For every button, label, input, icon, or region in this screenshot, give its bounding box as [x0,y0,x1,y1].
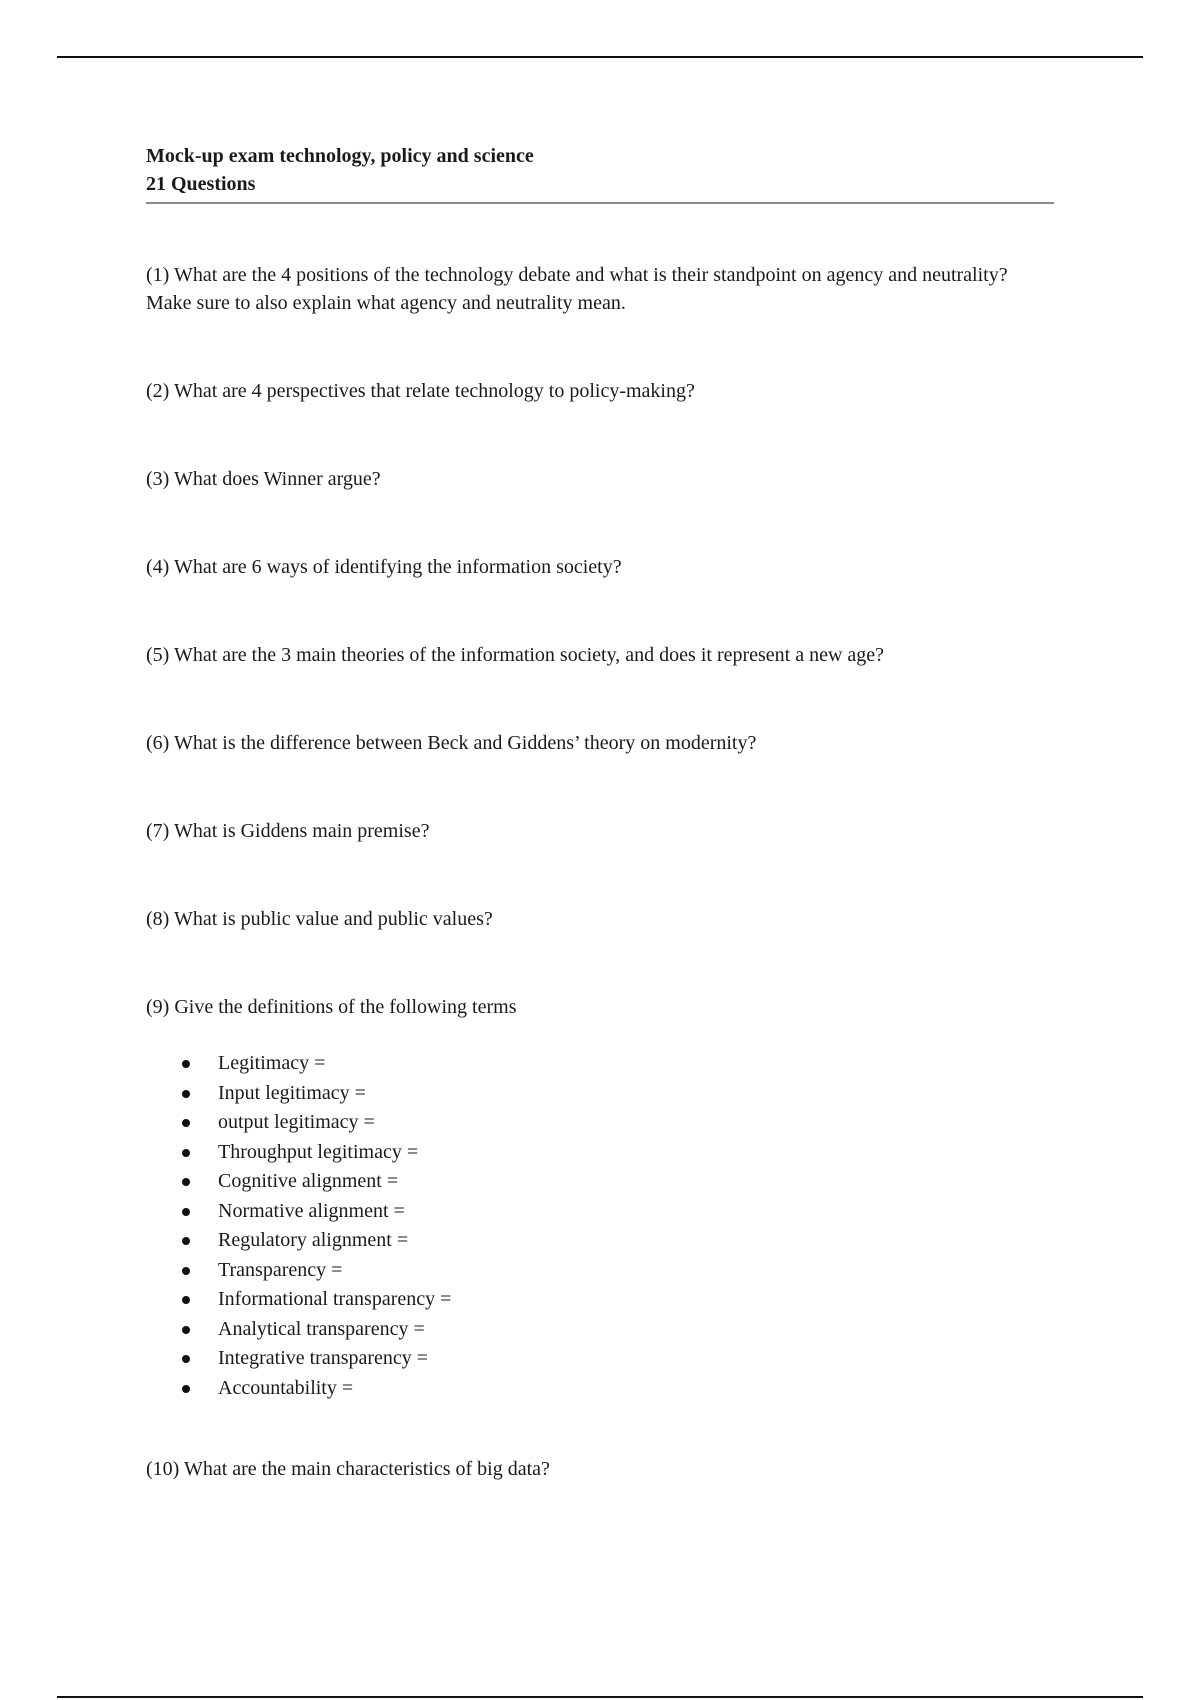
bullet-icon [182,1296,190,1304]
term-item [182,1079,1054,1109]
question-3: (3) What does Winner argue? [146,468,381,490]
term-item [182,1049,1054,1079]
term-item [182,1226,1054,1256]
bullet-icon [182,1267,190,1275]
bullet-icon [182,1090,190,1098]
question-count: 21 Questions [146,173,256,195]
term-label: Throughput legitimacy = [218,1140,419,1163]
bullet-icon [182,1385,190,1393]
term-label: output legitimacy = [218,1111,375,1133]
bullet-icon [182,1237,190,1245]
bullet-icon [182,1355,190,1363]
term-label: Accountability = [218,1376,354,1399]
document-title: Mock-up exam technology, policy and science [146,145,534,167]
question-9: (9) Give the definitions of the following terms [146,996,517,1018]
bullet-icon [182,1060,190,1068]
term-label: Informational transparency = [218,1288,452,1310]
question-4: (4) What are 6 ways of identifying the information society? [146,556,622,578]
question-7: (7) What is Giddens main premise? [146,820,430,842]
document-header [146,142,1054,204]
term-label: Legitimacy = [218,1052,326,1074]
document-body [146,142,1054,1483]
term-item [182,1167,1054,1197]
term-label: Normative alignment = [218,1199,405,1222]
term-item [182,1374,1054,1404]
question-1: (1) What are the 4 positions of the technology debate and what is their standpoint on agency and neutrality? Make sure to also explain what agency and neutrality mean. [146,264,1008,314]
question-2: (2) What are 4 perspectives that relate technology to policy-making? [146,380,695,402]
question-6: (6) What is the difference between Beck and Giddens’ theory on modernity? [146,732,757,754]
bullet-icon [182,1119,190,1127]
term-item [182,1256,1054,1286]
bullet-icon [182,1326,190,1334]
bullet-icon [182,1208,190,1216]
term-item [182,1285,1054,1315]
term-item [182,1197,1054,1227]
terms-list [146,1049,1054,1403]
question-8: (8) What is public value and public values? [146,908,493,930]
term-item [182,1344,1054,1374]
term-label: Transparency = [218,1258,343,1281]
term-label: Cognitive alignment = [218,1170,399,1192]
term-item [182,1108,1054,1138]
question-5: (5) What are the 3 main theories of the information society, and does it represent a new age? [146,644,885,666]
term-label: Input legitimacy = [218,1081,366,1104]
question-10: (10) What are the main characteristics of big data? [146,1458,550,1480]
term-item [182,1138,1054,1168]
term-label: Analytical transparency = [218,1317,425,1340]
term-label: Integrative transparency = [218,1347,429,1369]
bottom-rule [57,1696,1143,1698]
bullet-icon [182,1178,190,1186]
bullet-icon [182,1149,190,1157]
term-label: Regulatory alignment = [218,1229,409,1251]
top-rule [57,56,1143,58]
term-item [182,1315,1054,1345]
